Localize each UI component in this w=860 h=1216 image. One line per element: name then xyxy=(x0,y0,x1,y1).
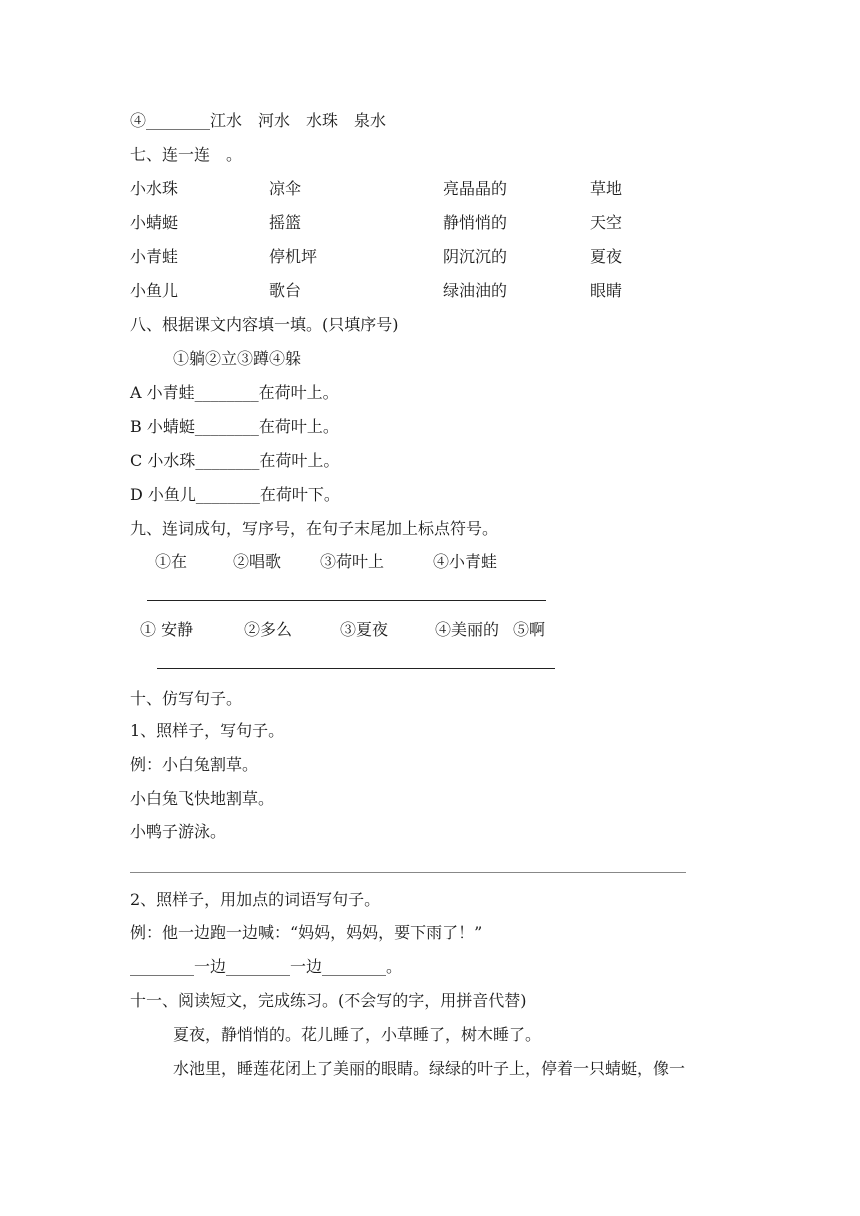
q9-word: ②唱歌 xyxy=(233,552,282,571)
q10-sub1: 1、照样子，写句子。 xyxy=(130,721,285,740)
q7-cell: 亮晶晶的 xyxy=(443,179,508,198)
q9-word: ④小青蛙 xyxy=(433,552,498,571)
q7-cell: 歌台 xyxy=(269,281,302,300)
q7-cell: 小鱼儿 xyxy=(130,281,179,300)
q9-word: ① 安静 xyxy=(140,620,194,639)
q10-task2: ________一边________一边________。 xyxy=(130,957,403,976)
q7-cell: 停机坪 xyxy=(269,247,318,266)
q9-word: ③荷叶上 xyxy=(320,552,385,571)
answer-line[interactable] xyxy=(157,668,555,669)
q9-word: ④美丽的 xyxy=(435,620,500,639)
q7-cell: 摇篮 xyxy=(269,213,302,232)
q11-title: 十一、阅读短文，完成练习。(不会写的字，用拼音代替) xyxy=(130,991,527,1010)
q10-example2: 例：他一边跑一边喊：“妈妈，妈妈，要下雨了！” xyxy=(130,923,483,942)
q8-item: A 小青蛙________在荷叶上。 xyxy=(130,383,339,402)
q8-item: C 小水珠________在荷叶上。 xyxy=(130,451,340,470)
q10-example1: 例：小白兔割草。 xyxy=(130,755,259,774)
q10-task1: 小鸭子游泳。 xyxy=(130,822,227,841)
q8-item: D 小鱼儿________在荷叶下。 xyxy=(130,485,340,504)
q7-cell: 夏夜 xyxy=(590,247,623,266)
q8-title: 八、根据课文内容填一填。(只填序号) xyxy=(130,315,399,334)
q7-cell: 绿油油的 xyxy=(443,281,508,300)
q10-title: 十、仿写句子。 xyxy=(130,689,243,708)
q7-cell: 静悄悄的 xyxy=(443,213,508,232)
answer-line[interactable] xyxy=(147,600,546,601)
q9-word: ③夏夜 xyxy=(340,620,389,639)
q7-title: 七、连一连 。 xyxy=(130,145,243,164)
q11-paragraph: 夏夜，静悄悄的。花儿睡了，小草睡了，树木睡了。 xyxy=(173,1025,542,1044)
q7-cell: 草地 xyxy=(590,179,623,198)
q9-word: ②多么 xyxy=(244,620,293,639)
q7-cell: 凉伞 xyxy=(269,179,302,198)
q7-cell: 阴沉沉的 xyxy=(443,247,508,266)
q10-example1b: 小白兔飞快地割草。 xyxy=(130,789,275,808)
q9-title: 九、连词成句，写序号，在句子末尾加上标点符号。 xyxy=(130,519,499,538)
q6-item-4: ④________江水 河水 水珠 泉水 xyxy=(130,111,387,130)
q7-cell: 小蜻蜓 xyxy=(130,213,179,232)
q9-word: ⑤啊 xyxy=(513,620,546,639)
q8-item: B 小蜻蜓________在荷叶上。 xyxy=(130,417,339,436)
q7-cell: 小水珠 xyxy=(130,179,179,198)
q7-cell: 小青蛙 xyxy=(130,247,179,266)
q7-cell: 眼睛 xyxy=(590,281,623,300)
q9-word: ①在 xyxy=(155,552,188,571)
q10-sub2: 2、照样子，用加点的词语写句子。 xyxy=(130,890,381,909)
answer-line[interactable] xyxy=(130,872,686,873)
q11-paragraph: 水池里，睡莲花闭上了美丽的眼睛。绿绿的叶子上，停着一只蜻蜓，像一 xyxy=(173,1059,686,1078)
q7-cell: 天空 xyxy=(590,213,623,232)
q8-options: ①躺②立③蹲④躲 xyxy=(173,349,302,368)
